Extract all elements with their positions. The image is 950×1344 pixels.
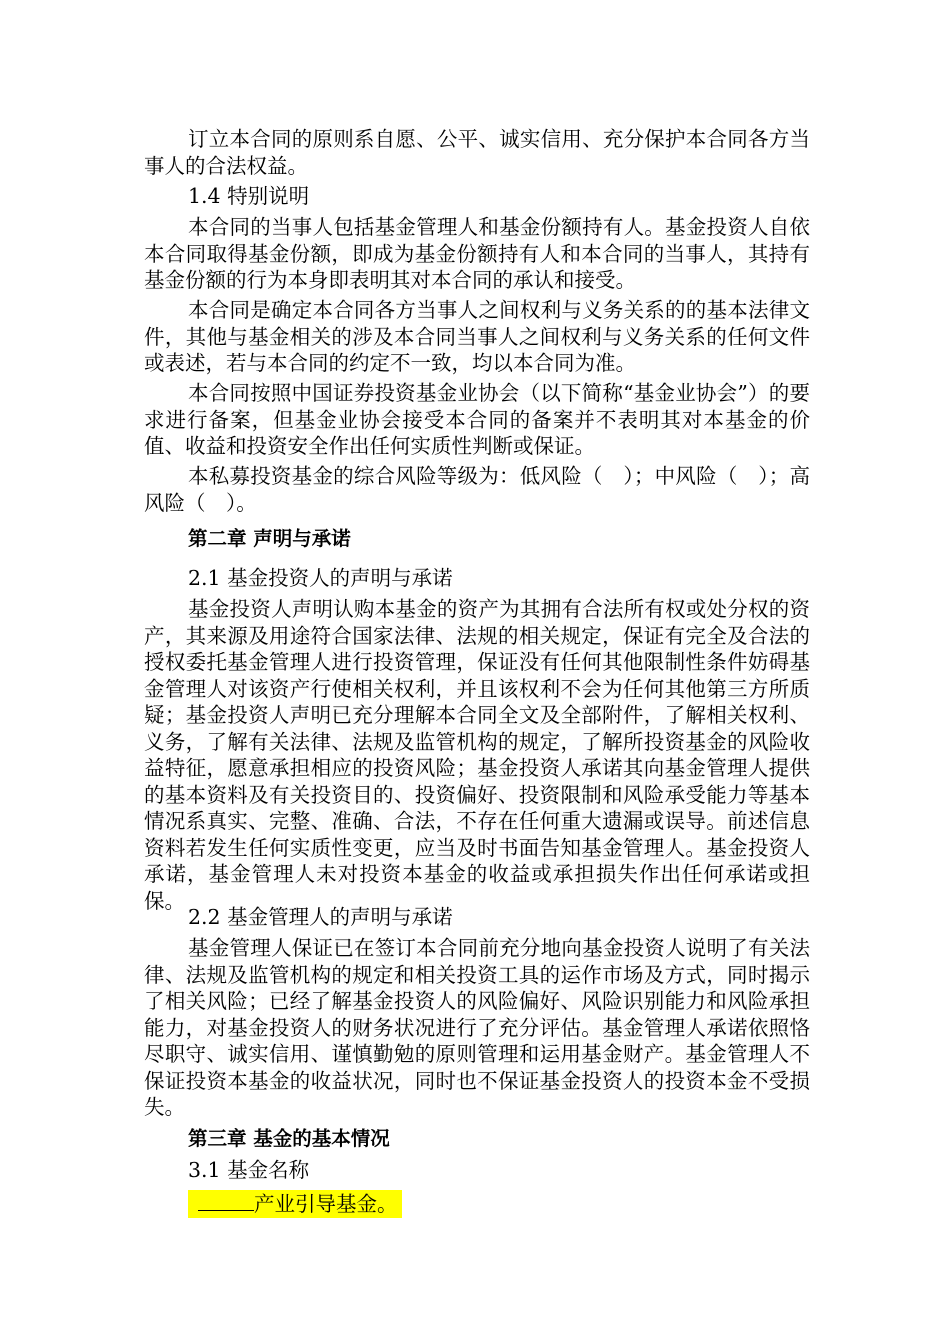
chapter-heading-3: 第三章 基金的基本情况: [188, 1127, 390, 1150]
paragraph-investor-declaration: 基金投资人声明认购本基金的资产为其拥有合法所有权或处分权的资产，其来源及用途符合国家法律、法规的相关规定，保证有完全及合法的授权委托基金管理人进行投资管理，保证没有任何其他限制性条件妨碍基金管理人对该资产行使相关权利，并且该权利不会为任何其他第三方所质疑；基金投资人声明已充分理解本合同全文及全部附件，了解相关权利、义务，了解有关法律、法规及监管机构的规定，了解所投资基金的风险收益特征，愿意承担相应的投资风险；基金投资人承诺其向基金管理人提供的基本资料及有关投资目的、投资偏好、投资限制和风险承受能力等基本情况系真实、完整、准确、合法，不存在任何重大遗漏或误导。前述信息资料若发生任何实质性变更，应当及时书面告知基金管理人。基金投资人承诺，基金管理人未对投资本基金的收益或承担损失作出任何承诺或担保。: [144, 597, 810, 913]
chapter-heading-2: 第二章 声明与承诺: [188, 527, 351, 550]
paragraph-principles: 订立本合同的原则系自愿、公平、诚实信用、充分保护本合同各方当事人的合法权益。: [144, 127, 810, 178]
fund-name-blank[interactable]: [198, 1190, 254, 1211]
paragraph-legal-document: 本合同是确定本合同各方当事人之间权利与义务关系的的基本法律文件，其他与基金相关的涉及本合同当事人之间权利与义务关系的任何文件或表述，若与本合同的约定不一致，均以本合同为准。: [144, 298, 810, 375]
paragraph-risk-level: 本私募投资基金的综合风险等级为：低风险（ ）；中风险（ ）；高风险（ ）。: [144, 464, 810, 515]
section-heading-2-1: 2.1 基金投资人的声明与承诺: [188, 566, 453, 590]
section-heading-1-4: 1.4 特别说明: [188, 184, 310, 208]
paragraph-parties: 本合同的当事人包括基金管理人和基金份额持有人。基金投资人自依本合同取得基金份额，即成为基金份额持有人和本合同的当事人，其持有基金份额的行为本身即表明其对本合同的承认和接受。: [144, 215, 810, 292]
fund-name-highlight: [188, 1190, 402, 1218]
paragraph-filing: 本合同按照中国证券投资基金业协会（以下简称“基金业协会”）的要求进行备案，但基金业协会接受本合同的备案并不表明其对本基金的价值、收益和投资安全作出任何实质性判断或保证。: [144, 381, 810, 458]
section-heading-3-1: 3.1 基金名称: [188, 1158, 310, 1182]
fund-name-suffix: 产业引导基金。: [254, 1192, 398, 1216]
section-heading-2-2: 2.2 基金管理人的声明与承诺: [188, 905, 453, 929]
paragraph-manager-declaration: 基金管理人保证已在签订本合同前充分地向基金投资人说明了有关法律、法规及监管机构的规定和相关投资工具的运作市场及方式，同时揭示了相关风险；已经了解基金投资人的风险偏好、风险识别能力和风险承担能力，对基金投资人的财务状况进行了充分评估。基金管理人承诺依照恪尽职守、诚实信用、谨慎勤勉的原则管理和运用基金财产。基金管理人不保证投资本基金的收益状况，同时也不保证基金投资人的投资本金不受损失。: [144, 936, 810, 1119]
